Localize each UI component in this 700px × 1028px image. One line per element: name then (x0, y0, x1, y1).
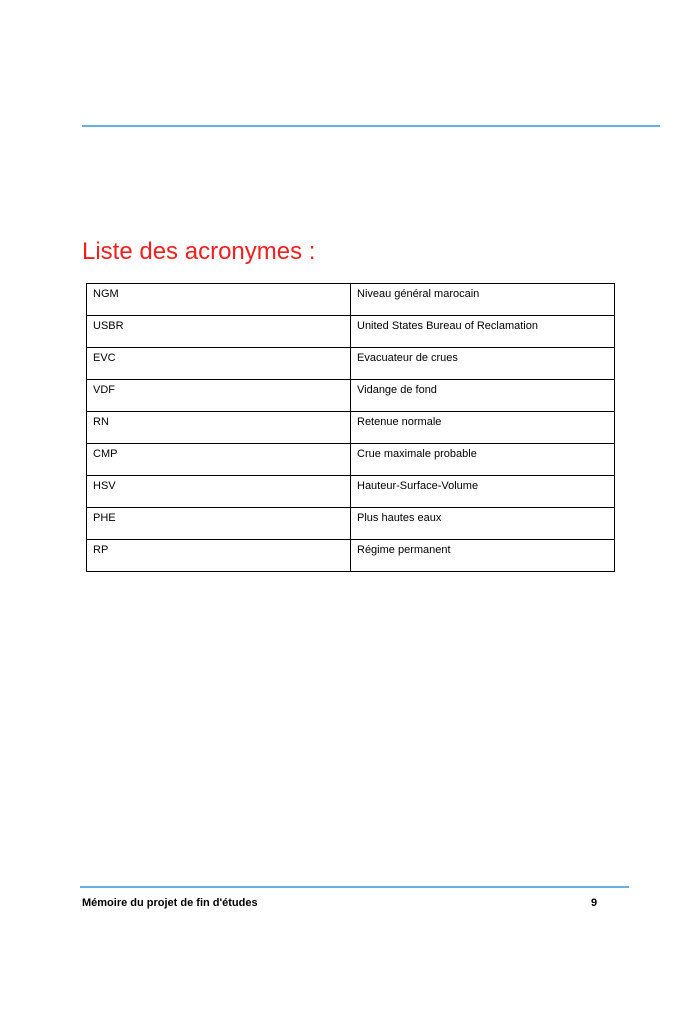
definition-cell: Evacuateur de crues (351, 348, 615, 380)
definition-cell: Plus hautes eaux (351, 508, 615, 540)
acronym-cell: HSV (87, 476, 351, 508)
acronym-cell: RP (87, 540, 351, 572)
table-row (87, 540, 615, 572)
definition-cell: Hauteur-Surface-Volume (351, 476, 615, 508)
table-row (87, 508, 615, 540)
table-row (87, 348, 615, 380)
table-row (87, 412, 615, 444)
table-row (87, 444, 615, 476)
definition-cell: Niveau général marocain (351, 284, 615, 316)
page-number: 9 (591, 897, 598, 909)
header-rule (82, 125, 660, 127)
definition-cell: United States Bureau of Reclamation (351, 316, 615, 348)
table-row (87, 284, 615, 316)
acronym-cell: VDF (87, 380, 351, 412)
acronym-cell: USBR (87, 316, 351, 348)
acronym-cell: NGM (87, 284, 351, 316)
table-row (87, 316, 615, 348)
page-title: Liste des acronymes : (82, 238, 316, 265)
acronym-table (86, 283, 615, 572)
definition-cell: Vidange de fond (351, 380, 615, 412)
definition-cell: Crue maximale probable (351, 444, 615, 476)
table-row (87, 380, 615, 412)
definition-cell: Régime permanent (351, 540, 615, 572)
table-row (87, 476, 615, 508)
footer-rule (80, 886, 629, 888)
acronym-cell: RN (87, 412, 351, 444)
acronym-cell: EVC (87, 348, 351, 380)
acronym-cell: PHE (87, 508, 351, 540)
acronym-cell: CMP (87, 444, 351, 476)
definition-cell: Retenue normale (351, 412, 615, 444)
footer-title: Mémoire du projet de fin d'études (82, 897, 258, 909)
